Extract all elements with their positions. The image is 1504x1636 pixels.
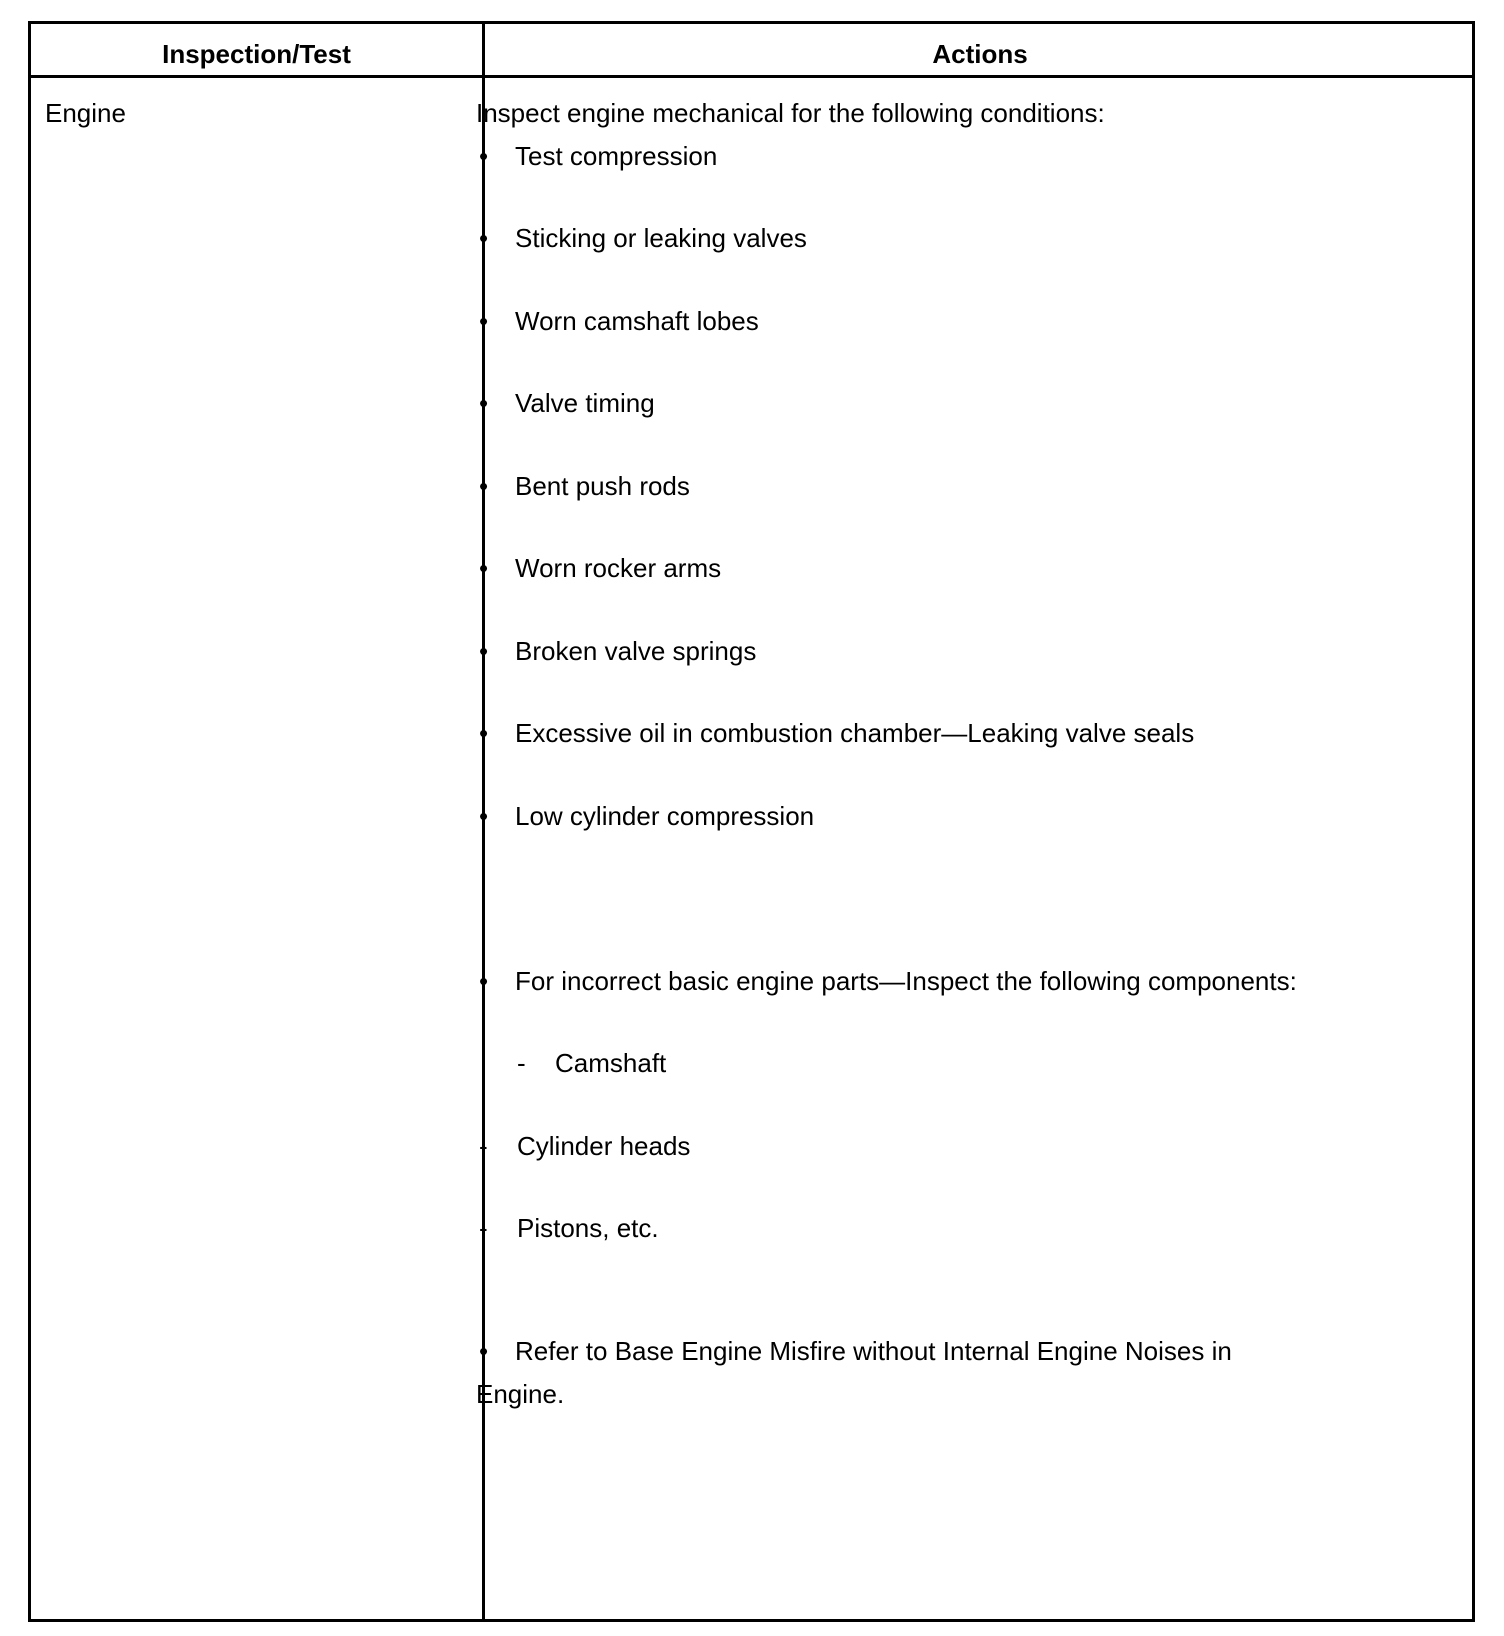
condition-item: Low cylinder compression bbox=[515, 801, 815, 831]
header-divider bbox=[31, 75, 1472, 78]
condition-item: Worn camshaft lobes bbox=[515, 306, 759, 336]
condition-item: Valve timing bbox=[515, 388, 655, 418]
header-actions: Actions bbox=[932, 39, 1028, 69]
header-inspection-test: Inspection/Test bbox=[162, 39, 351, 69]
dash-icon: - bbox=[479, 1131, 488, 1161]
condition-item: Worn rocker arms bbox=[515, 553, 722, 583]
bullet-icon: • bbox=[479, 718, 489, 748]
actions-intro: Inspect engine mechanical for the following conditions: bbox=[476, 98, 1105, 128]
component-item: Cylinder heads bbox=[517, 1131, 691, 1161]
condition-item: Bent push rods bbox=[515, 471, 690, 501]
refer-text-line2: Engine. bbox=[476, 1379, 565, 1409]
bullet-icon: • bbox=[479, 223, 489, 253]
condition-item: Excessive oil in combustion chamber—Leaking valve seals bbox=[515, 718, 1195, 748]
bullet-icon: • bbox=[479, 966, 489, 996]
component-item: Camshaft bbox=[555, 1048, 667, 1078]
condition-item: Broken valve springs bbox=[515, 636, 757, 666]
component-item: Pistons, etc. bbox=[517, 1213, 659, 1243]
dash-icon: - bbox=[479, 1213, 488, 1243]
cell-inspection-engine: Engine bbox=[45, 98, 126, 128]
bullet-icon: • bbox=[479, 801, 489, 831]
bullet-icon: • bbox=[479, 1336, 489, 1366]
incorrect-parts-item: For incorrect basic engine parts—Inspect the following components: bbox=[515, 966, 1297, 996]
refer-text-line1: Refer to Base Engine Misfire without Internal Engine Noises in bbox=[515, 1336, 1232, 1366]
bullet-icon: • bbox=[479, 636, 489, 666]
bullet-icon: • bbox=[479, 553, 489, 583]
condition-item: Sticking or leaking valves bbox=[515, 223, 807, 253]
bullet-icon: • bbox=[479, 306, 489, 336]
inspection-table bbox=[28, 21, 1475, 1622]
condition-item: Test compression bbox=[515, 141, 718, 171]
bullet-icon: • bbox=[479, 141, 489, 171]
dash-icon: - bbox=[517, 1048, 526, 1078]
bullet-icon: • bbox=[479, 471, 489, 501]
bullet-icon: • bbox=[479, 388, 489, 418]
